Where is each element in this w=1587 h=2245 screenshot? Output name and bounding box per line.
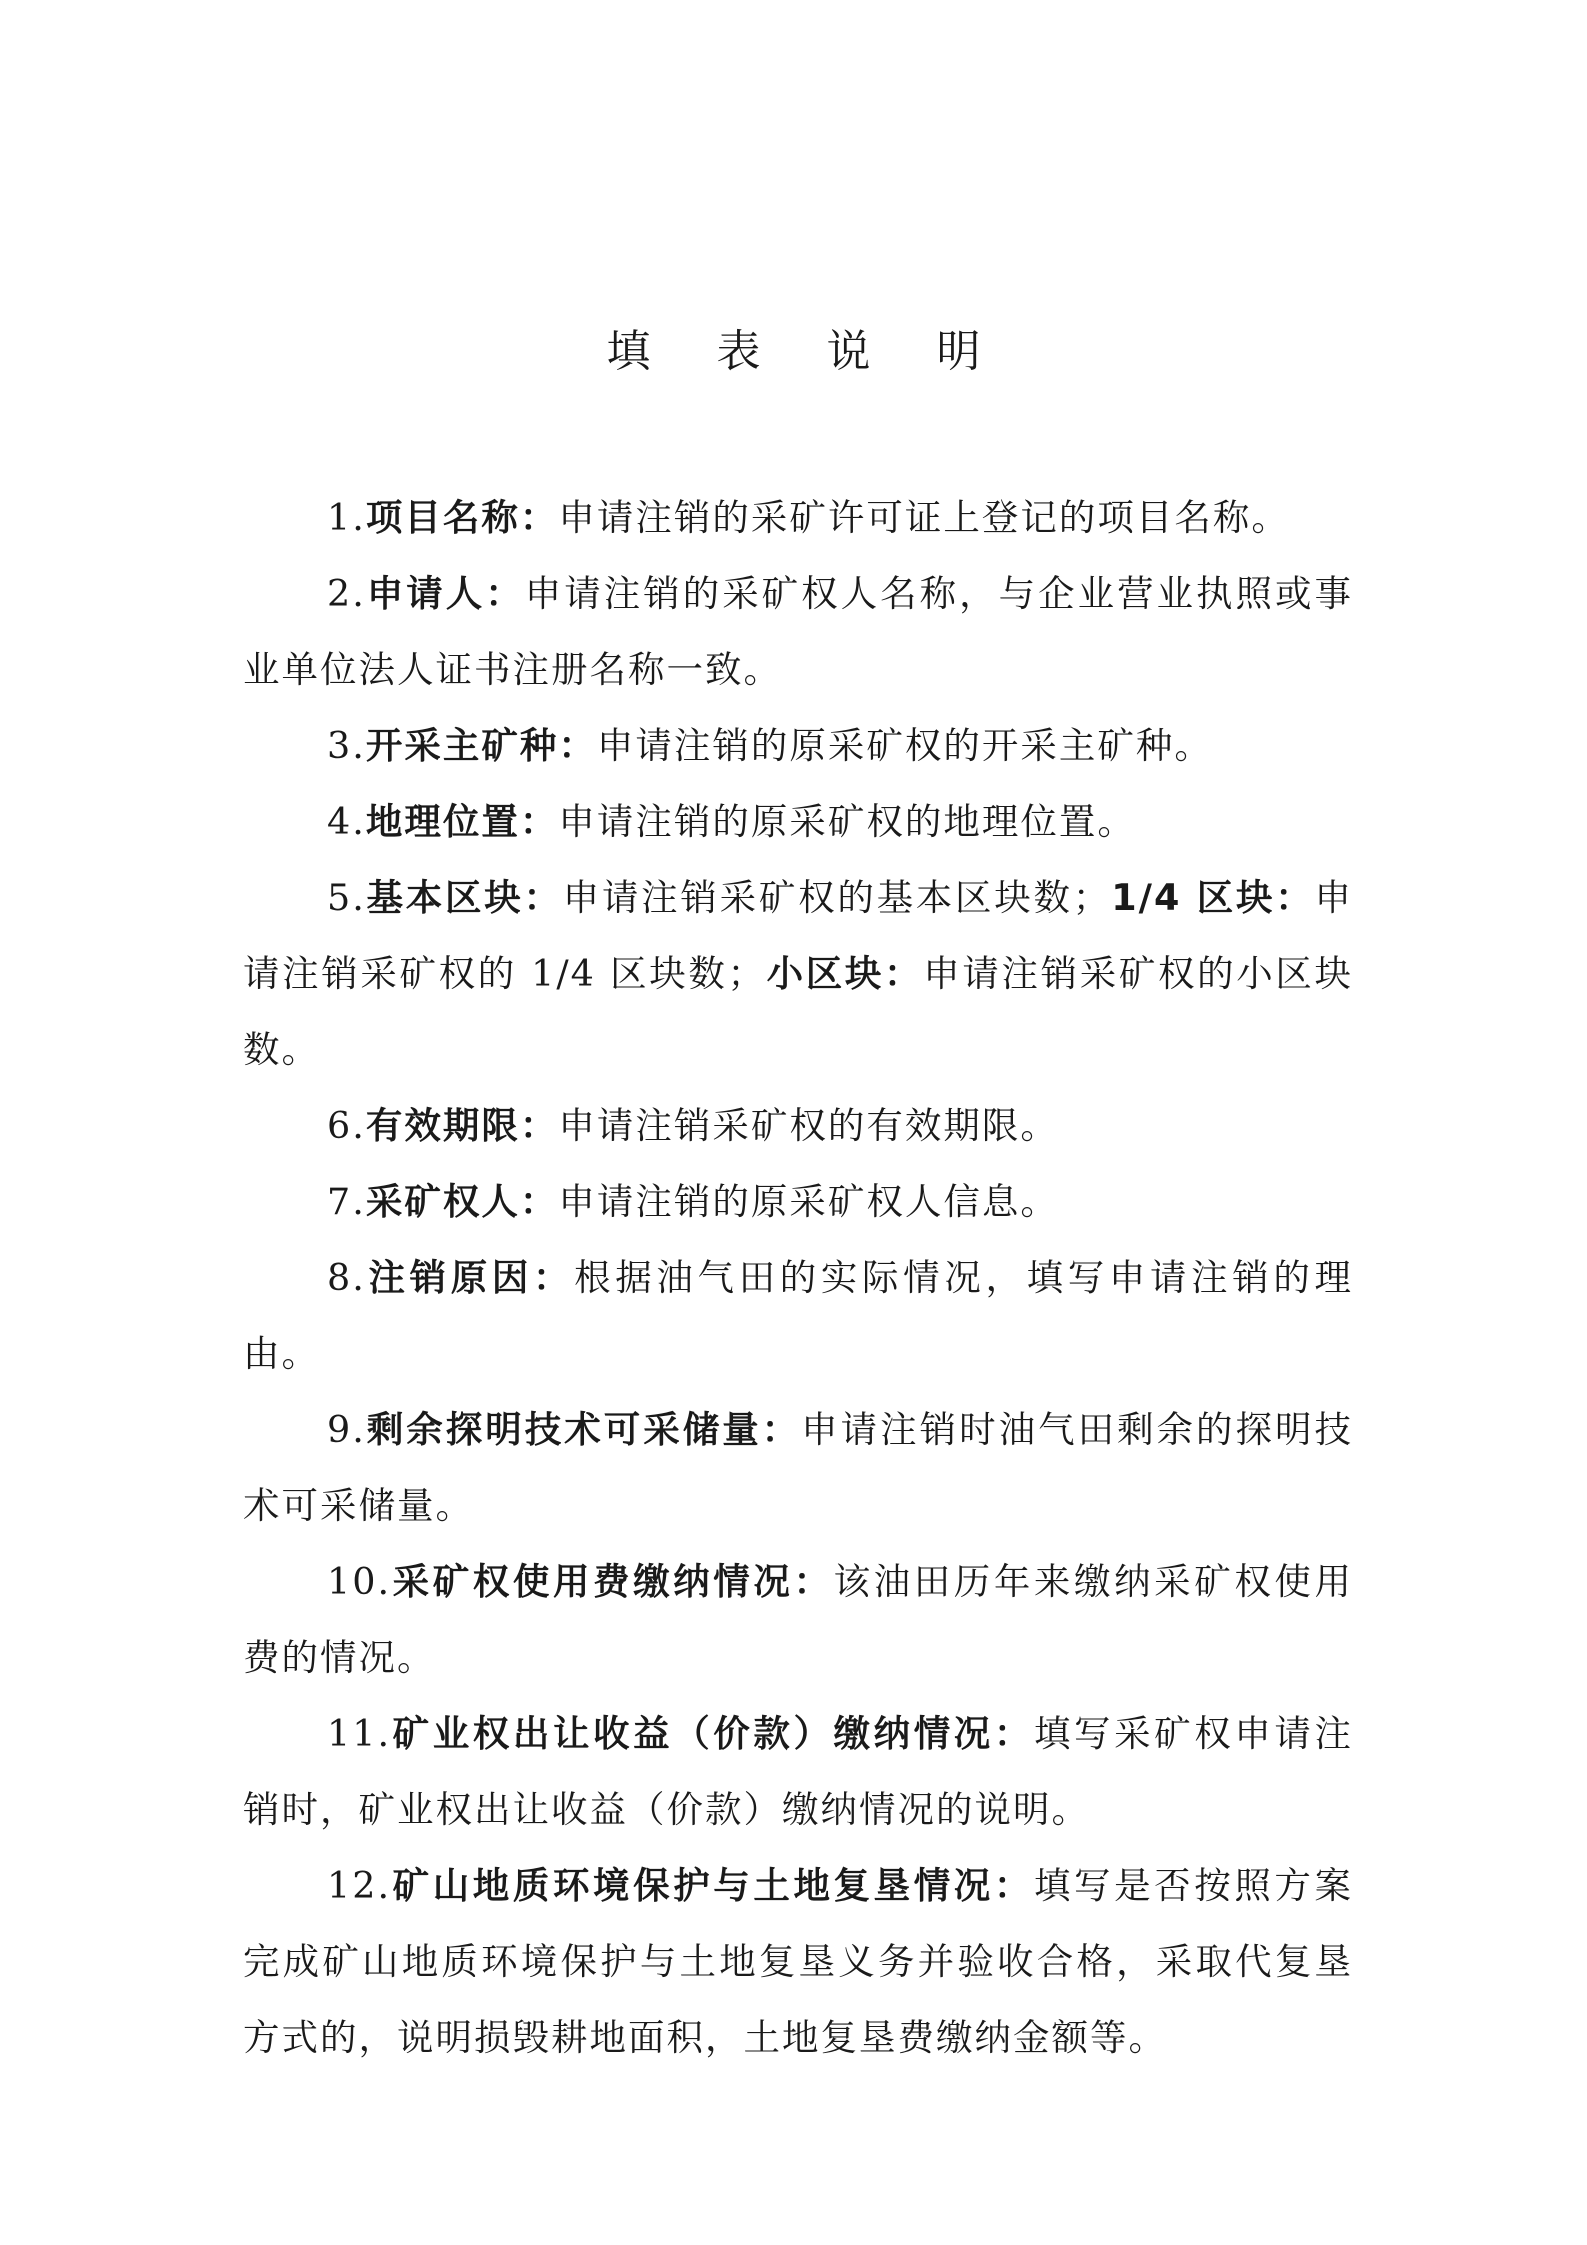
item-term: 项目名称：: [365, 496, 559, 539]
instruction-item-1: [243, 480, 1353, 556]
item-term: 采矿权使用费缴纳情况：: [391, 1560, 834, 1603]
instruction-item-12: [243, 1848, 1353, 2076]
item-description: 申请注销的采矿许可证上登记的项目名称。: [558, 496, 1290, 539]
item-number: 1.: [327, 496, 366, 539]
item-number: 10.: [327, 1560, 392, 1603]
item-term-small-block: 小区块：: [766, 952, 924, 995]
item-number: 3.: [327, 724, 366, 767]
item-description: 该油田历年来缴纳采矿权使用费的情况。: [243, 1560, 1353, 1679]
item-number: 5.: [327, 876, 366, 919]
item-number: 8.: [327, 1256, 366, 1299]
instruction-item-6: [243, 1088, 1353, 1164]
item-description: 申请注销采矿权的有效期限。: [558, 1104, 1059, 1147]
item-term: 注销原因：: [365, 1256, 575, 1299]
instruction-item-4: [243, 784, 1353, 860]
item-description: 申请注销采矿权的基本区块数；: [562, 876, 1112, 919]
item-description: 申请注销的原采矿权人信息。: [558, 1180, 1059, 1223]
item-number: 11.: [327, 1712, 392, 1755]
item-term: 采矿权人：: [365, 1180, 559, 1223]
item-term: 基本区块：: [365, 876, 563, 919]
item-term: 矿业权出让收益（价款）缴纳情况：: [391, 1712, 1034, 1755]
item-number: 2.: [327, 572, 366, 615]
instruction-item-2: [243, 556, 1353, 708]
item-description-quarter-block: 申请注销采矿权的 1/4 区块数；: [243, 876, 1353, 995]
item-term-quarter-block: 1/4 区块：: [1111, 876, 1315, 919]
item-description: 填写是否按照方案完成矿山地质环境保护与土地复垦义务并验收合格，采取代复垦方式的，说明损毁耕地面积，土地复垦费缴纳金额等。: [243, 1864, 1354, 2059]
item-description: 根据油气田的实际情况，填写申请注销的理由。: [243, 1256, 1354, 1375]
instruction-item-11: [243, 1696, 1353, 1848]
instructions-body: [243, 480, 1353, 2076]
item-number: 4.: [327, 800, 366, 843]
item-term: 矿山地质环境保护与土地复垦情况：: [391, 1864, 1034, 1907]
page-title: 填 表 说 明: [606, 326, 1007, 377]
item-term: 申请人：: [365, 572, 525, 615]
item-term: 开采主矿种：: [365, 724, 597, 767]
instruction-item-3: [243, 708, 1353, 784]
item-number: 12.: [327, 1864, 392, 1907]
item-number: 6.: [327, 1104, 366, 1147]
item-description: 申请注销的采矿权人名称，与企业营业执照或事业单位法人证书注册名称一致。: [243, 572, 1354, 691]
instruction-item-9: [243, 1392, 1353, 1544]
instruction-item-5: [243, 860, 1353, 1088]
item-number: 9.: [327, 1408, 366, 1451]
item-description: 申请注销时油气田剩余的探明技术可采储量。: [243, 1408, 1354, 1527]
instruction-item-8: [243, 1240, 1353, 1392]
item-description: 填写采矿权申请注销时，矿业权出让收益（价款）缴纳情况的说明。: [243, 1712, 1354, 1831]
item-term: 地理位置：: [365, 800, 559, 843]
instruction-item-7: [243, 1164, 1353, 1240]
item-term: 有效期限：: [365, 1104, 559, 1147]
item-description: 申请注销的原采矿权的开采主矿种。: [596, 724, 1213, 767]
item-description-small-block: 申请注销采矿权的小区块数。: [243, 952, 1354, 1071]
item-number: 7.: [327, 1180, 366, 1223]
item-description: 申请注销的原采矿权的地理位置。: [558, 800, 1136, 843]
instruction-item-10: [243, 1544, 1353, 1696]
item-term: 剩余探明技术可采储量：: [365, 1408, 802, 1451]
